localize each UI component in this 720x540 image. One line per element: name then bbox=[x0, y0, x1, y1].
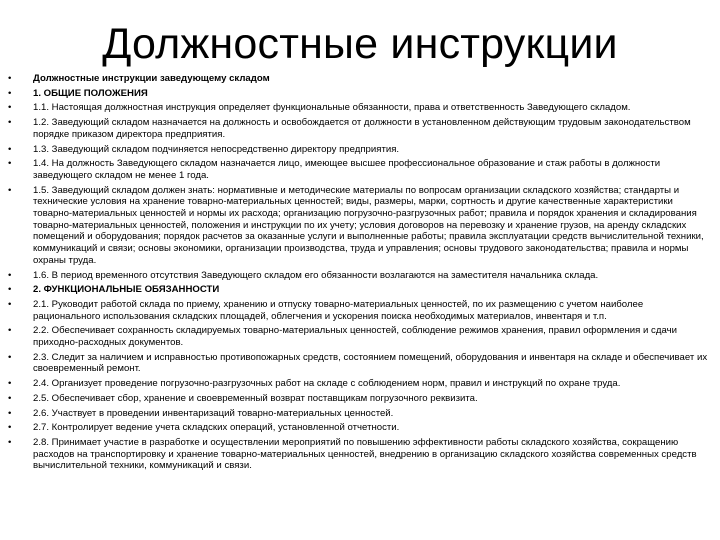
bullet-text: 2.1. Руководит работой склада по приему, хранению и отпуску товарно-материальных ценностей, по их размещению с учетом наиболее рационального использования складских площадей, облегчения и ускорения поиска необходимых материалов, инвентаря и т.п. bbox=[33, 298, 644, 322]
bullet-item-11 bbox=[8, 325, 708, 348]
bullet-item-14 bbox=[8, 393, 708, 405]
bullet-item-13 bbox=[8, 378, 708, 390]
slide-title: Должностные инструкции bbox=[102, 20, 618, 68]
bullet-text: Должностные инструкции заведующему складом bbox=[33, 73, 270, 84]
bullet-item-10 bbox=[8, 299, 708, 322]
bullet-item-16 bbox=[8, 422, 708, 434]
bullet-text: 1.1. Настоящая должностная инструкция определяет функциональные обязанности, права и ответственность Заведующего складом. bbox=[33, 102, 631, 114]
bullet-marker: • bbox=[8, 436, 12, 448]
bullet-marker: • bbox=[8, 422, 12, 434]
bullet-item-5 bbox=[8, 144, 708, 156]
bullet-text: 2.7. Контролирует ведение учета складских операций, установленной отчетности. bbox=[33, 422, 400, 434]
bullet-item-17 bbox=[8, 437, 708, 472]
bullet-marker: • bbox=[8, 351, 12, 363]
bullet-text: 2.8. Принимает участие в разработке и осуществлении мероприятий по повышению эффективности работы складского хозяйства, сокращению расходов на транспортировку и хранение товарно-материальных ценностей, внедрению в организацию складского хозяйства современных средств вычислительной техники, коммуникаций и связи. bbox=[33, 436, 697, 472]
bullet-text: 1.4. На должность Заведующего складом назначается лицо, имеющее высшее профессиональное образование и стаж работы в должности заведующего складом не менее 1 года. bbox=[33, 158, 661, 181]
bullet-marker: • bbox=[8, 284, 12, 296]
bullet-text: 1.3. Заведующий складом подчиняется непосредственно директору предприятия. bbox=[33, 143, 400, 155]
bullet-item-6 bbox=[8, 158, 708, 181]
bullet-marker: • bbox=[8, 87, 12, 99]
bullet-text: 2.3. Следит за наличием и исправностью противопожарных средств, состоянием помещений, оборудования и инвентаря на складе и обеспечивает их своевременный ремонт. bbox=[33, 351, 708, 375]
bullet-item-4 bbox=[8, 117, 708, 140]
bullet-text: 2. ФУНКЦИОНАЛЬНЫЕ ОБЯЗАННОСТИ bbox=[33, 284, 220, 296]
bullet-marker: • bbox=[8, 392, 12, 404]
bullet-text: 2.2. Обеспечивает сохранность складируемых товарно-материальных ценностей, соблюдение режимов хранения, правил оформления и сдачи приходно-расходных документов. bbox=[33, 325, 677, 349]
bullet-marker: • bbox=[8, 158, 12, 170]
bullet-marker: • bbox=[8, 298, 12, 310]
bullet-item-15 bbox=[8, 408, 708, 420]
bullet-marker: • bbox=[8, 184, 12, 196]
bullet-text: 2.5. Обеспечивает сбор, хранение и своевременный возврат поставщикам погрузочного реквизита. bbox=[33, 392, 478, 404]
bullet-item-1 bbox=[8, 73, 708, 85]
bullet-item-8 bbox=[8, 270, 708, 282]
bullet-marker: • bbox=[8, 102, 12, 114]
bullet-marker: • bbox=[8, 73, 12, 84]
bullet-marker: • bbox=[8, 117, 12, 129]
bullet-marker: • bbox=[8, 378, 12, 390]
bullet-item-2 bbox=[8, 88, 708, 100]
bullet-marker: • bbox=[8, 325, 12, 337]
bullet-text: 1.6. В период временного отсутствия Заведующего складом его обязанности возлагаются на заместителя начальника склада. bbox=[33, 269, 599, 281]
bullet-item-12 bbox=[8, 352, 708, 375]
bullet-text: 1. ОБЩИЕ ПОЛОЖЕНИЯ bbox=[33, 87, 148, 99]
bullet-item-7 bbox=[8, 185, 708, 267]
bullet-text: 1.2. Заведующий складом назначается на должность и освобождается от должности в установленном действующим трудовым законодательством порядке приказом директора предприятия. bbox=[33, 117, 691, 140]
bullet-item-9 bbox=[8, 284, 708, 296]
bullet-marker: • bbox=[8, 143, 12, 155]
bullet-marker: • bbox=[8, 269, 12, 281]
bullet-marker: • bbox=[8, 407, 12, 419]
bullet-text: 2.6. Участвует в проведении инвентаризаций товарно-материальных ценностей. bbox=[33, 407, 394, 419]
bullet-text: 1.5. Заведующий складом должен знать: нормативные и методические материалы по вопросам организации складского хозяйства; стандарты и технические условия на хранение товарно-материальных ценностей; виды, размеры, марки, сортность и другие качественные характеристики товарно-материальных ценностей и нормы их расхода; организацию погрузочно-разгрузочных работ; правила и порядок хранения и складирования товарно-материальных ценностей, положения и инструкции по их учету; условия договоров на перевозку и хранение грузов, на аренду складских помещений и оборудования; порядок расчетов за оказанные услуги и выполненные работы; правила эксплуатации средств вычислительной техники, коммуникаций и связи; основы экономики, организации производства, труда и управления; основы трудового законодательства; правила и нормы охраны труда. bbox=[33, 184, 704, 266]
bullet-item-3 bbox=[8, 102, 708, 114]
bullet-list bbox=[8, 73, 708, 475]
bullet-text: 2.4. Организует проведение погрузочно-разгрузочных работ на складе с соблюдением норм, правил и инструкций по охране труда. bbox=[33, 378, 621, 390]
